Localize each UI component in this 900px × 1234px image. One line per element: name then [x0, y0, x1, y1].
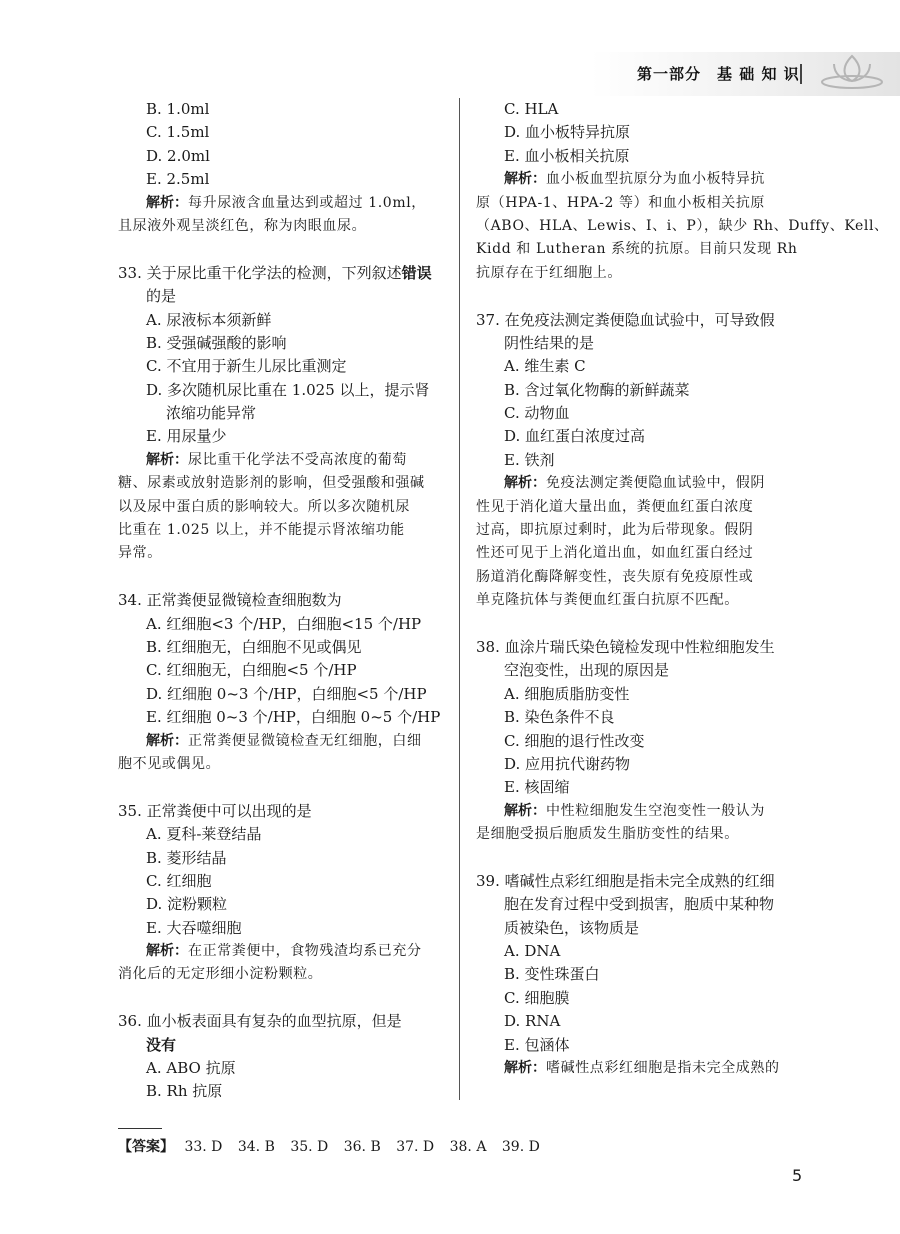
answer-key: [118, 1136, 551, 1156]
option: D. 血红蛋白浓度过高: [504, 427, 646, 446]
explanation-label: 解析：: [146, 732, 188, 749]
explanation: 解析：在正常粪便中，食物残渣均系已充分: [146, 943, 422, 960]
option: B. 染色条件不良: [504, 708, 615, 727]
option: E. 铁剂: [504, 450, 555, 469]
question-34: 34. 正常粪便显微镜检查细胞数为: [118, 591, 342, 610]
option: B. 菱形结晶: [146, 848, 227, 867]
question-emphasis: 没有: [146, 1035, 177, 1054]
question-37: 37. 在免疫法测定粪便隐血试验中，可导致假: [476, 310, 775, 329]
option: E. 大吞噬细胞: [146, 918, 242, 937]
option: A. 维生素 C: [504, 357, 586, 376]
explanation-text: Kidd 和 Lutheran 系统的抗原。目前只发现 Rh: [476, 241, 798, 258]
question-35: 35. 正常粪便中可以出现的是: [118, 801, 312, 820]
explanation-label: 解析：: [504, 475, 546, 492]
right-column: [476, 98, 889, 1080]
option: B. 含过氧化物酶的新鲜蔬菜: [504, 380, 690, 399]
answer-item: 33. D: [184, 1139, 223, 1155]
explanation-text: 原（HPA-1、HPA-2 等）和血小板相关抗原: [476, 194, 766, 211]
option: D. RNA: [504, 1012, 561, 1031]
option: A. 红细胞<3 个/HP，白细胞<15 个/HP: [146, 614, 422, 633]
explanation-label: 解析：: [504, 802, 546, 819]
option: D. 应用抗代谢药物: [504, 754, 631, 773]
explanation: 解析：中性粒细胞发生空泡变性一般认为: [504, 802, 765, 819]
option: C. HLA: [504, 100, 559, 118]
option: B. 受强碱强酸的影响: [146, 333, 287, 352]
explanation-label: 解析：: [504, 171, 546, 188]
question-text: 质被染色，该物质是: [504, 918, 640, 937]
section-title: 第一部分 基 础 知 识: [637, 65, 800, 83]
column-divider: [459, 98, 460, 1100]
emphasis: 错误: [401, 263, 432, 282]
explanation-label: 解析：: [504, 1060, 546, 1077]
option: C. 细胞膜: [504, 988, 570, 1007]
option: C. 红细胞无，白细胞<5 个/HP: [146, 661, 357, 680]
question-36: 36. 血小板表面具有复杂的血型抗原，但是: [118, 1012, 402, 1031]
explanation: 解析：正常粪便显微镜检查无红细胞，白细: [146, 732, 422, 749]
lotus-logo-icon: [812, 48, 892, 92]
explanation-text: 性还可见于上消化道出血，如血红蛋白经过: [476, 545, 754, 562]
answer-item: 34. B: [237, 1139, 275, 1155]
option: B. 1.0ml: [146, 100, 210, 118]
left-column: [118, 98, 448, 1104]
explanation-text: 过高，即抗原过剩时，此为后带现象。假阴: [476, 522, 754, 539]
option: A. 尿液标本须新鲜: [146, 310, 272, 329]
option: E. 核固缩: [504, 778, 570, 797]
explanation-label: 解析：: [146, 943, 188, 960]
explanation: 解析：嗜碱性点彩红细胞是指未完全成熟的: [504, 1060, 780, 1077]
question-text: 的是: [146, 287, 177, 306]
option: E. 2.5ml: [146, 170, 210, 189]
question-text: 阴性结果的是: [504, 333, 595, 352]
option: D. 淀粉颗粒: [146, 895, 228, 914]
answer-item: 35. D: [290, 1139, 329, 1155]
answer-item: 38. A: [449, 1139, 487, 1155]
explanation-text: 抗原存在于红细胞上。: [476, 264, 622, 281]
question-33: 33. 关于尿比重干化学法的检测，下列叙述错误: [118, 263, 432, 282]
answer-item: 37. D: [396, 1139, 435, 1155]
header-divider: [800, 64, 802, 84]
explanation-text: 每升尿液含血量达到或超过 1.0ml，: [188, 194, 426, 211]
option: A. ABO 抗原: [146, 1059, 236, 1078]
explanation-label: 解析：: [146, 451, 188, 468]
option: E. 用尿量少: [146, 427, 227, 446]
option: B. 变性珠蛋白: [504, 965, 600, 984]
option: A. 夏科-莱登结晶: [146, 825, 262, 844]
explanation-label: 解析：: [146, 194, 188, 211]
explanation-text: 糖、尿素或放射造影剂的影响，但受强酸和强碱: [118, 475, 425, 492]
explanation-text: 胞不见或偶见。: [118, 755, 221, 772]
explanation-text: 单克隆抗体与粪便血红蛋白抗原不匹配。: [476, 592, 739, 609]
option: C. 红细胞: [146, 871, 212, 890]
explanation: 解析：尿比重干化学法不受高浓度的葡萄: [146, 451, 407, 468]
explanation-text: 且尿液外观呈淡红色，称为肉眼血尿。: [118, 217, 367, 234]
question-text: 空泡变性，出现的原因是: [504, 661, 670, 680]
answer-item: 36. B: [343, 1139, 381, 1155]
question-text: 胞在发育过程中受到损害，胞质中某种物: [504, 895, 775, 914]
explanation-text: 肠道消化酶降解变性，丧失原有免疫原性或: [476, 568, 754, 585]
explanation-text: 性见于消化道大量出血，粪便血红蛋白浓度: [476, 498, 754, 515]
option: C. 细胞的退行性改变: [504, 731, 645, 750]
option: A. 细胞质脂肪变性: [504, 684, 630, 703]
option: B. Rh 抗原: [146, 1082, 223, 1101]
explanation: 解析：血小板血型抗原分为血小板特异抗: [504, 171, 765, 188]
option: D. 多次随机尿比重在 1.025 以上，提示肾: [146, 380, 430, 399]
explanation-text: 比重在 1.025 以上，并不能提示肾浓缩功能: [118, 522, 405, 539]
option: A. DNA: [504, 942, 561, 961]
option: E. 包涵体: [504, 1035, 570, 1054]
option: D. 2.0ml: [146, 146, 210, 165]
explanation-text: （ABO、HLA、Lewis、I、i、P），缺少 Rh、Duffy、Kell、: [476, 217, 889, 234]
page-number: 5: [792, 1166, 803, 1185]
question-39: 39. 嗜碱性点彩红细胞是指未完全成熟的红细: [476, 871, 775, 890]
explanation-text: 是细胞受损后胞质发生脂肪变性的结果。: [476, 826, 739, 843]
option: E. 红细胞 0~3 个/HP，白细胞 0~5 个/HP: [146, 708, 441, 727]
explanation: [118, 192, 448, 215]
footnote-rule: [118, 1128, 162, 1129]
explanation: 解析：免疫法测定粪便隐血试验中，假阴: [504, 475, 765, 492]
option: D. 红细胞 0~3 个/HP，白细胞<5 个/HP: [146, 684, 427, 703]
explanation-text: 消化后的无定形细小淀粉颗粒。: [118, 966, 323, 983]
option: C. 不宜用于新生儿尿比重测定: [146, 357, 347, 376]
option: B. 红细胞无，白细胞不见或偶见: [146, 637, 362, 656]
explanation-text: 异常。: [118, 545, 162, 562]
option: D. 血小板特异抗原: [504, 123, 631, 142]
option: C. 动物血: [504, 404, 570, 423]
option: E. 血小板相关抗原: [504, 146, 630, 165]
answer-item: 39. D: [501, 1139, 540, 1155]
option: C. 1.5ml: [146, 123, 210, 142]
answer-key-label: 【答案】: [118, 1139, 174, 1155]
explanation-text: 以及尿中蛋白质的影响较大。所以多次随机尿: [118, 498, 410, 515]
question-38: 38. 血涂片瑞氏染色镜检发现中性粒细胞发生: [476, 637, 775, 656]
option-continuation: 浓缩功能异常: [166, 404, 257, 423]
